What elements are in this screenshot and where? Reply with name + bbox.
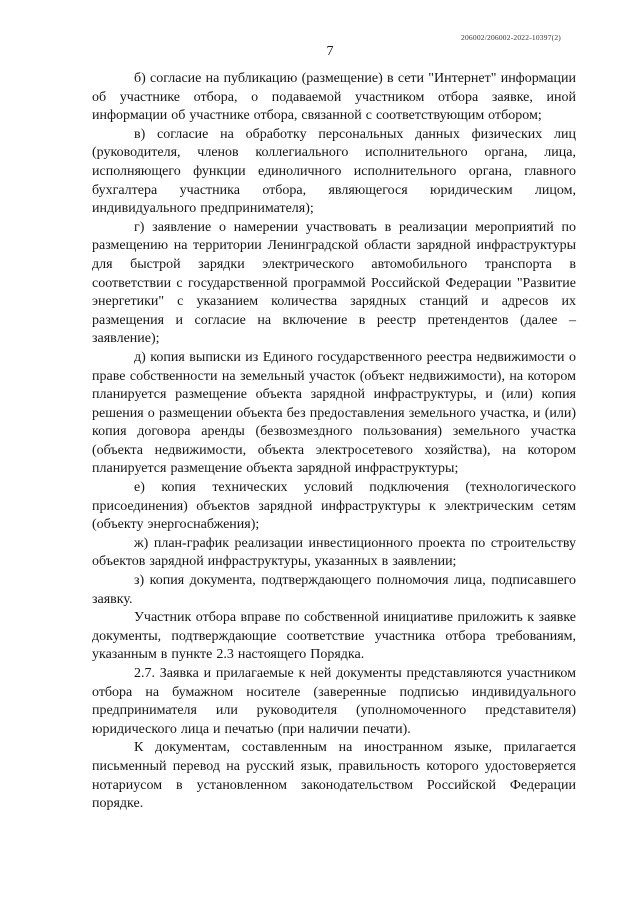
paragraph-b-publication-consent: б) согласие на публикацию (размещение) в сети "Интернет" информации об участнике отбора, о подаваемой участником отбора заявке, иной информации об участнике отбора, связанной с соответствующим отбором; [92,71,576,124]
paragraph-v-personal-data-consent: в) согласие на обработку персональных данных физических лиц (руководителя, членов коллегиального исполнительного органа, лица, исполняющего функции единоличного исполнительного органа, главного бухгалтера участника отбора, являющегося юридическим лицом, индивидуального предпринимателя); [92,126,576,217]
document-number: 206002/206002-2022-10397(2) [461,33,561,42]
paragraph-zh-project-schedule: ж) план-график реализации инвестиционного проекта по строительству объектов зарядной инфраструктуры, указанных в заявлении; [92,535,576,570]
paragraph-foreign-language-translation: К документам, составленным на иностранном языке, прилагается письменный перевод на русский язык, правильность которого удостоверяется нотариусом в установленном законодательством Российской Федерации порядке. [92,740,576,812]
paragraph-g-participation-statement: г) заявление о намерении участвовать в реализации мероприятий по размещению на территории Ленинградской области зарядной инфраструктуры для быстрой зарядки электрического автомобильного транспорта в соответствии с государственной программой Российской Федерации "Развитие энергетики" с указанием количества зарядных станций и адресов их размещения и согласие на включение в реестр претендентов (далее – заявление); [92,219,576,347]
paragraph-optional-documents: Участник отбора вправе по собственной инициативе приложить к заявке документы, подтверждающие соответствие участника отбора требованиям, указанным в пункте 2.3 настоящего Порядка. [92,610,576,663]
paragraph-d-property-registry-extract: д) копия выписки из Единого государственного реестра недвижимости о праве собственности на земельный участок (объект недвижимости), на котором планируется размещение объекта зарядной инфраструктуры, и (или) копия решения о размещении объекта без предоставления земельного участка, и (или) копия договора аренды (безвозмездного пользования) земельного участка (объекта недвижимости, объекта электросетевого хозяйства), на котором планируется размещение объекта зарядной инфраструктуры; [92,349,576,477]
document-body [92,70,576,814]
paragraph-z-authority-document: з) копия документа, подтверждающего полномочия лица, подписавшего заявку. [92,573,576,607]
page-number: 7 [326,44,334,59]
paragraph-e-technical-conditions: е) копия технических условий подключения (технологического присоединения) объектов зарядной инфраструктуры к электрическим сетям (объекту энергоснабжения); [92,480,576,533]
paragraph-2-7-paper-submission: 2.7. Заявка и прилагаемые к ней документы представляются участником отбора на бумажном носителе (заверенные подписью индивидуального предпринимателя или руководителя (уполномоченного представителя) юридического лица и печатью (при наличии печати). [92,666,576,737]
